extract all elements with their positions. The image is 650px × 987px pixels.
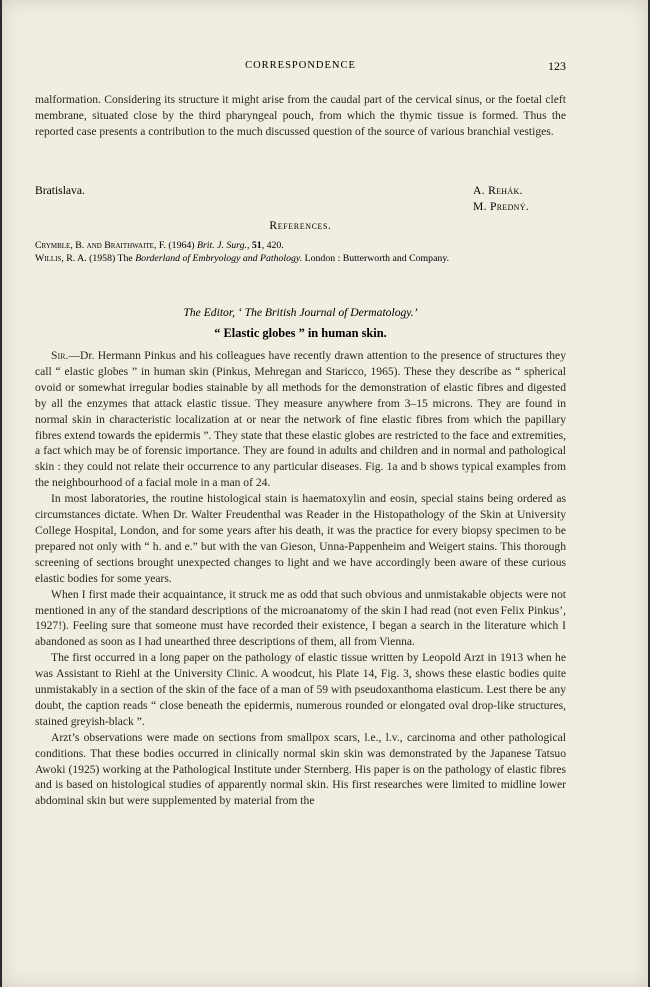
signature-authors <box>473 183 529 214</box>
letter-salutation: Sir. <box>51 349 69 362</box>
author-name: A. Rehák. <box>473 184 523 197</box>
reference-year: (1964) <box>168 240 195 251</box>
author-name: M. Predný. <box>473 199 530 213</box>
page-header <box>35 60 566 76</box>
letter-paragraph: When I first made their acquaintance, it struck me as odd that such obvious and unmistakable objects were not mentioned in any of the standard descriptions of the microanatomy of the skin I had read (not even Felix Pinkus’, 1927!). Feeling sure that someone must have recorded their existence, I began a search in the literature which I abandoned as soon as I had unearthed three descriptions of them, all from Vienna. <box>35 587 566 649</box>
reference-title: Borderland of Embryology and Pathology. <box>135 253 303 264</box>
letter-addressee: The Editor, ‘ The British Journal of Dermatology.’ <box>183 306 418 319</box>
previous-letter-text: malformation. Considering its structure it might arise from the caudal part of the cervical sinus, or the foetal cleft membrane, situated close by the third pharyngeal pouch, from which the thymic tissue is formed. Thus the reported case presents a contribution to the much discussed question of the source of various branchial vestiges. <box>35 93 566 138</box>
reference-authors: Crymble, B. and Braithwaite, F. <box>35 240 166 251</box>
reference-item <box>35 252 566 265</box>
reference-item: Crymble, B. and Braithwaite, F. (1964) Brit. J. Surg., 51, 420. <box>35 240 284 251</box>
letter-title: “ Elastic globes ” in human skin. <box>214 326 387 340</box>
reference-publisher: London : Butterworth and Company. <box>304 253 450 264</box>
letter-body <box>35 348 566 809</box>
reference-journal: Brit. J. Surg. <box>197 240 247 251</box>
journal-page <box>2 0 648 987</box>
running-head: CORRESPONDENCE <box>245 60 356 71</box>
letter-paragraph <box>35 348 566 491</box>
references-heading: References. <box>269 219 332 232</box>
letter-paragraph: The first occurred in a long paper on the pathology of elastic tissue written by Leopold Arzt in 1913 when he was Assistant to Riehl at the University Clinic. A woodcut, his Plate 14, Fig. 3, shows these elastic bodies quite unmistakably in a section of the skin of the face of a man of 59 with pseudoxanthoma elasticum. Lest there be any doubt, the caption reads “ close beneath the epidermis, numerous rounded or elongated oval drop-like structures, stained greyish-black ”. <box>35 651 566 728</box>
paragraph-text: —Dr. Hermann Pinkus and his colleagues have recently drawn attention to the presence of structures they call “ elastic globes ” in human skin (Pinkus, Mehregan and Staricco, 1965). These they describe as “ spherical ovoid or somewhat irregular bodies stainable by all methods for the demonstration of elastic fibres and digested by all the enzymes that attack elastic tissue. They measure anywhere from 3–15 microns. They are found in normal skin in characteristic localization at or near the network of fine elastic fibres from which the papillary fibres extend towards the epidermis ”. They state that these elastic globes are restricted to the face and extremities, a fact which may be of forensic importance. They are found in adults and children and in normal and pathological skin : they could not relate their occurrence to any particular diseases. Fig. 1a and b shows typical examples from the neighbourhood of a facial mole in a man of 24. <box>35 349 566 490</box>
page-number: 123 <box>548 59 566 73</box>
previous-letter-ending <box>35 92 566 140</box>
reference-volume: 51 <box>251 240 262 251</box>
letter-paragraph: Arzt’s observations were made on sections from smallpox scars, l.e., l.v., carcinoma and other pathological conditions. That these bodies occurred in clinically normal skin skin was demonstrated by the Japanese Tatsuo Awoki (1925) working at the Pathological Institute under Sternberg. His paper is on the pathology of elastic fibres and is based on histological studies of apparently normal skin. His first researches were limited to midline lower abdominal skin but were supplemented by material from the <box>35 730 566 808</box>
reference-year: (1958) The <box>89 253 133 264</box>
reference-pages: , 420. <box>261 240 284 251</box>
letter-paragraph: In most laboratories, the routine histological stain is haematoxylin and eosin, special stains being ordered as circumstances dictate. When Dr. Walter Freudenthal was Reader in the Histopathology of the Skin at University College Hospital, London, and for some years after his death, it was the practice for every biopsy specimen to be prepared not only with “ h. and e.” but with the van Gieson, Unna-Pappenheim and Weigert stains. This thorough screening of sections brought unexpected changes to light and we have accordingly been aware of these curious elastic bodies for some years. <box>35 492 566 585</box>
signature-place: Bratislava. <box>35 184 85 197</box>
reference-authors: Willis, R. A. <box>35 253 87 264</box>
